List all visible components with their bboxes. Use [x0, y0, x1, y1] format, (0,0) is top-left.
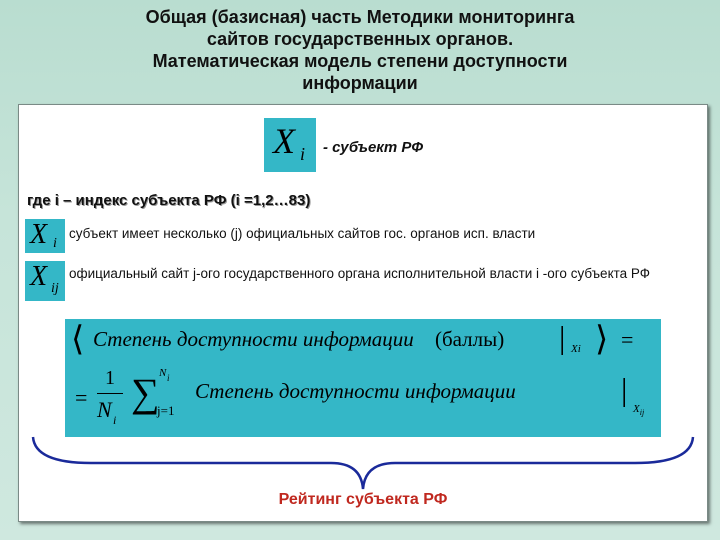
xi-symbol-large	[264, 118, 316, 172]
slide-title	[0, 6, 720, 94]
evaluation-bar: |	[559, 319, 566, 355]
formula-lhs-text: Степень доступности информации	[93, 327, 414, 351]
rating-label: Рейтинг субъекта РФ	[278, 491, 448, 508]
equals-sign-2: =	[75, 385, 88, 410]
x-subscript: ij	[51, 281, 59, 296]
sum-symbol: ∑	[131, 370, 160, 415]
right-angle-bracket: ⟩	[595, 321, 609, 358]
formula-units: (баллы)	[435, 327, 505, 351]
equals-sign-1: =	[621, 327, 634, 352]
x-subscript: i	[300, 144, 306, 164]
formula-box	[65, 319, 661, 437]
evaluation-bar-2: |	[621, 371, 628, 407]
title-line-1: Общая (базисная) часть Методики мониторинга	[145, 7, 575, 27]
content-panel	[18, 104, 708, 522]
denominator-subscript: i	[113, 413, 117, 427]
xij-description: официальный сайт j-ого государственного органа исполнительной власти i -ого субъекта РФ	[69, 266, 651, 281]
xij-symbol	[25, 261, 65, 301]
x-subscript: i	[53, 236, 57, 251]
left-angle-bracket: ⟨	[71, 321, 85, 358]
title-line-2: сайтов государственных органов.	[206, 29, 514, 49]
fraction-bar	[97, 393, 123, 394]
sum-upper-limit-subscript: i	[167, 373, 170, 383]
rhs-subscript: $X_{ij}$	[633, 403, 645, 418]
subject-label: - субъект РФ	[323, 139, 424, 156]
x-letter: X	[273, 121, 295, 161]
x-letter: X	[30, 219, 48, 250]
fraction-numerator: 1	[105, 367, 115, 389]
formula-rhs-text: Степень доступности информации	[195, 379, 516, 403]
curly-brace-icon	[31, 435, 695, 491]
sum-lower-limit: j=1	[157, 403, 175, 418]
lhs-subscript: Xi	[571, 343, 581, 355]
xi-symbol	[25, 219, 65, 253]
title-line-3: Математическая модель степени доступности	[152, 51, 568, 71]
x-letter: X	[30, 261, 48, 292]
sum-upper-limit: N	[159, 367, 167, 379]
index-definition: где i – индекс субъекта РФ (i =1,2…83)	[27, 192, 311, 209]
title-line-4: информации	[302, 73, 418, 93]
xi-description: субъект имеет несколько (j) официальных сайтов гос. органов исп. власти	[69, 226, 536, 241]
fraction-denominator: N	[97, 397, 112, 422]
